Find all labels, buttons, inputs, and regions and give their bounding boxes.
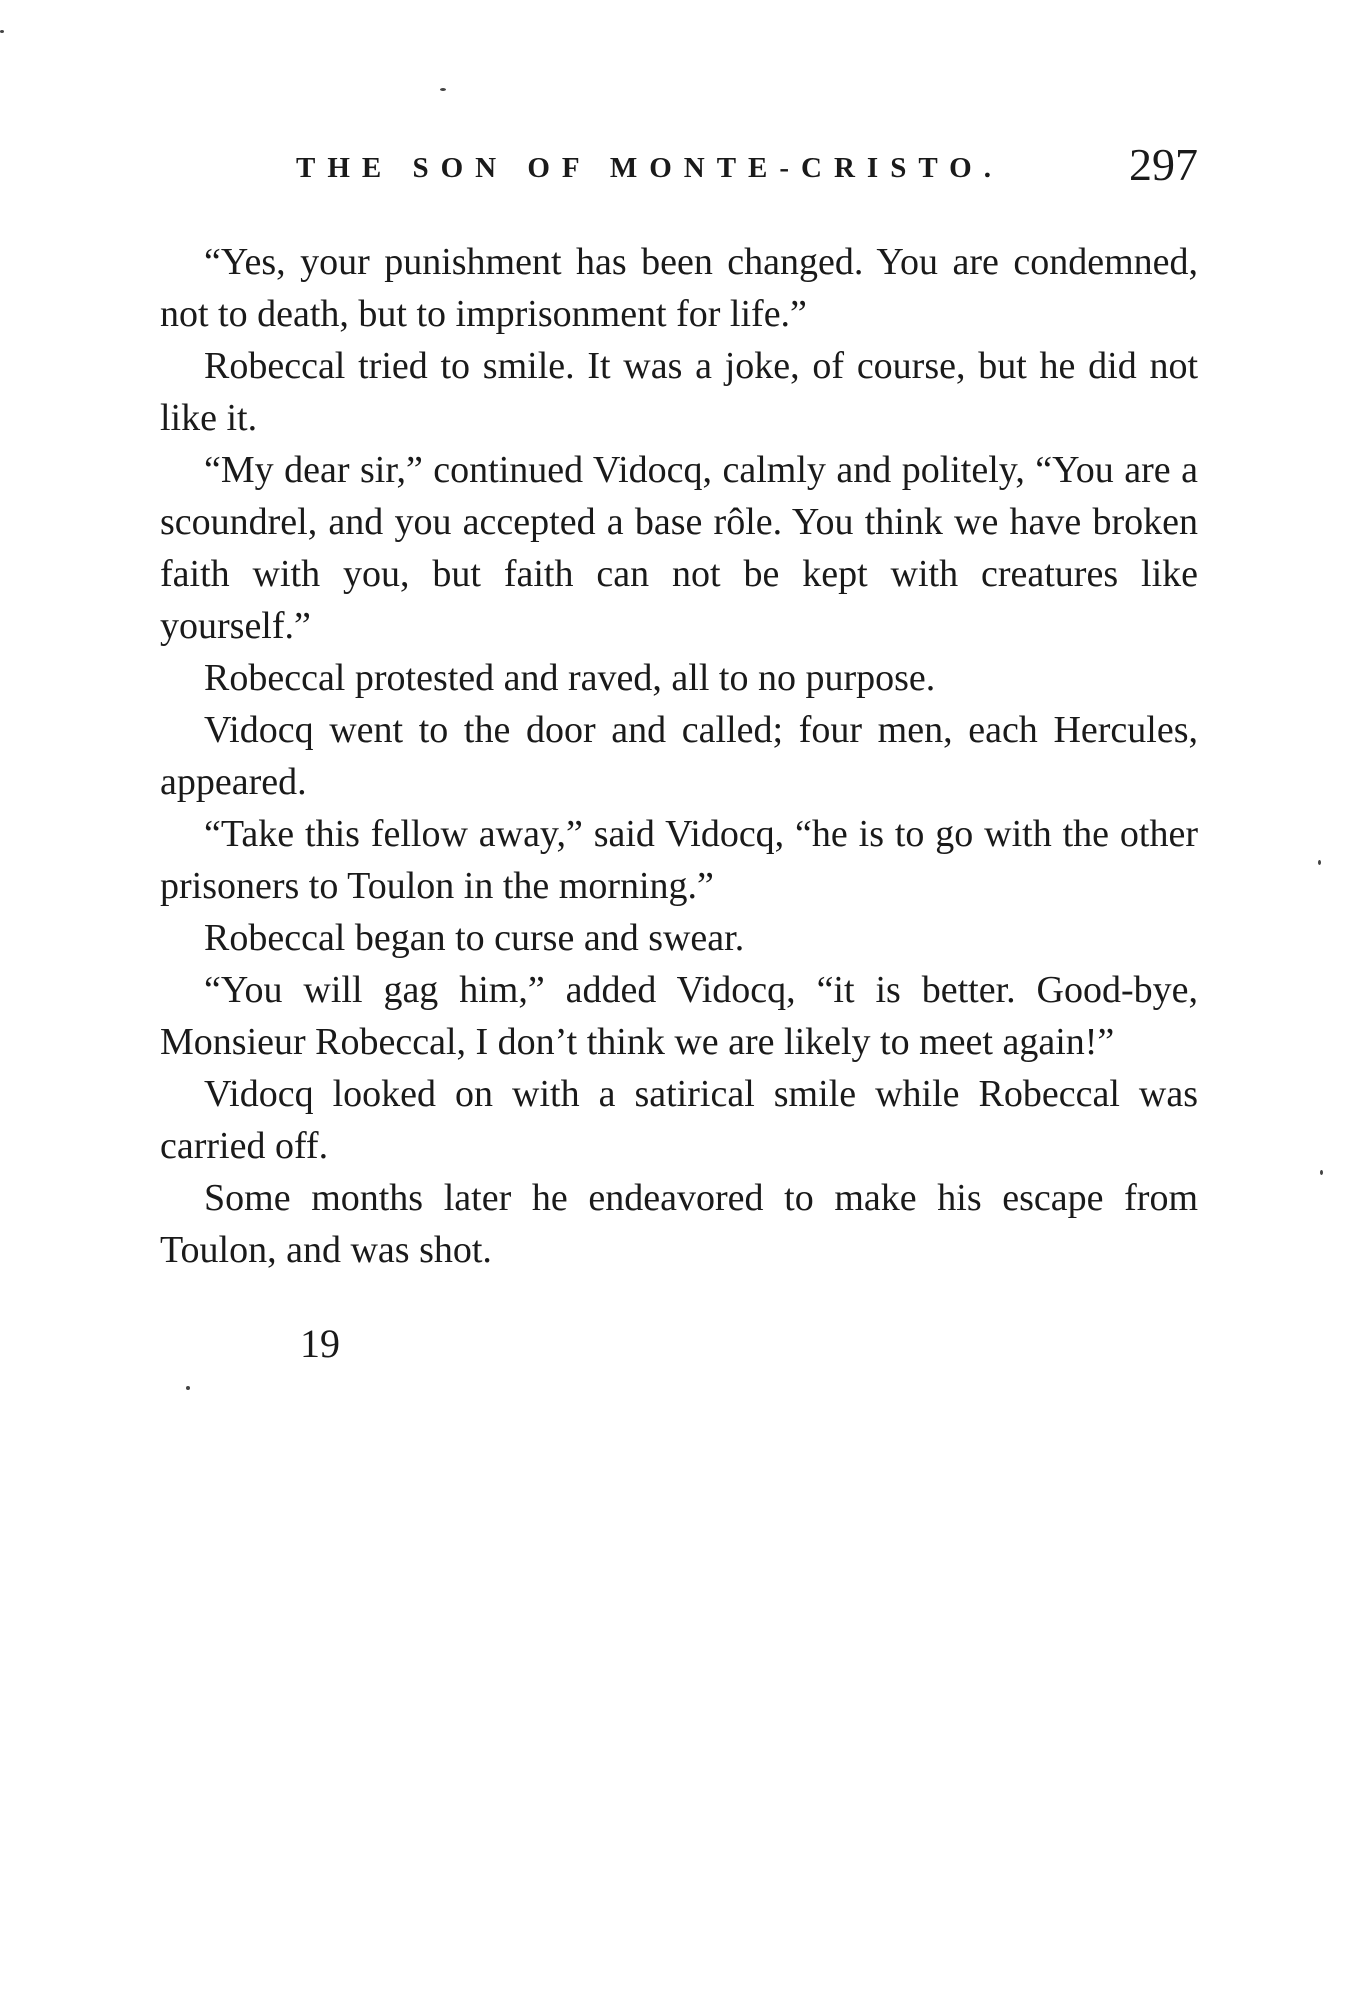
scan-speck xyxy=(1320,1170,1323,1175)
paragraph-7: Robeccal began to curse and swear. xyxy=(204,917,745,959)
paragraph-10: Some months later he endeavored to make his escape from Toulon, and was shot. xyxy=(160,1177,1198,1271)
paragraph-9: Vidocq looked on with a satirical smile while Robeccal was carried off. xyxy=(160,1073,1198,1167)
running-head xyxy=(296,138,1198,198)
paragraph-2: Robeccal tried to smile. It was a joke, of course, but he did not like it. xyxy=(160,345,1198,439)
signature-mark: 19 xyxy=(300,1321,340,1366)
running-title: THE SON OF MONTE-CRISTO. xyxy=(296,152,1003,184)
paragraph-3: “My dear sir,” continued Vidocq, calmly and politely, “You are a scoundrel, and you accepted a base rôle. You think we have broken faith with you, but faith can not be kept with creatures like yourself.” xyxy=(160,449,1198,647)
paragraph-8: “You will gag him,” added Vidocq, “it is better. Good-bye, Monsieur Robeccal, I don’t think we are likely to meet again!” xyxy=(160,969,1198,1063)
paragraph-1: “Yes, your punishment has been changed. You are condemned, not to death, but to imprisonment for life.” xyxy=(160,241,1198,335)
page-number: 297 xyxy=(1129,139,1198,190)
scan-speck xyxy=(186,1386,190,1390)
scan-speck xyxy=(1318,860,1321,865)
body-text xyxy=(160,236,1198,1276)
paragraph-4: Robeccal protested and raved, all to no purpose. xyxy=(204,657,936,699)
paragraph-6: “Take this fellow away,” said Vidocq, “he is to go with the other prisoners to Toulon in the morning.” xyxy=(160,813,1198,907)
scan-speck xyxy=(440,88,446,91)
scan-speck xyxy=(0,30,4,33)
paragraph-5: Vidocq went to the door and called; four men, each Hercules, appeared. xyxy=(160,709,1198,803)
